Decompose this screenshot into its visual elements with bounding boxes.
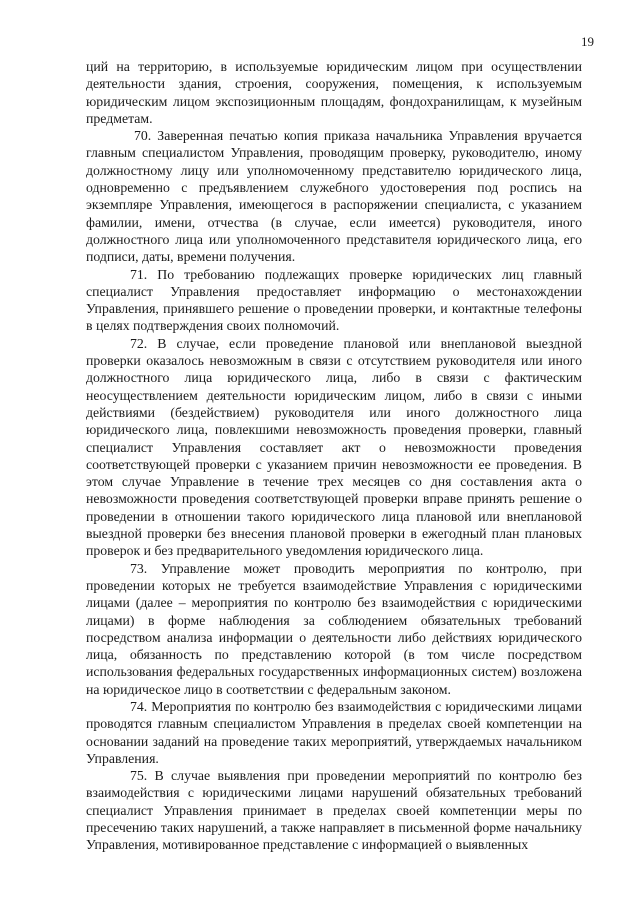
paragraph-item-74: 74. Мероприятия по контролю без взаимодействия с юридическими лицами проводятся главным специалистом Управления в пределах своей компетенции на основании заданий на проведение таких мероприятий, утверждаемых начальником Управления. bbox=[86, 698, 582, 766]
document-body bbox=[86, 58, 582, 854]
paragraph-item-73: 73. Управление может проводить мероприятия по контролю, при проведении которых не требуется взаимодействие Управления с юридическими лицами (далее – мероприятия по контролю без взаимодействия с юридическими лицами) в форме наблюдения за соблюдением обязательных требований посредством анализа информации о деятельности либо действиях юридического лица, обязанность по представлению которой (в том числе посредством использования федеральных государственных информационных систем) возложена на юридическое лицо в соответствии с федеральным законом. bbox=[86, 560, 582, 697]
paragraph-item-70: 70. Заверенная печатью копия приказа начальника Управления вручается главным специалистом Управления, проводящим проверку, руководителю, иному должностному лицу или уполномоченному представителю юридического лица, одновременно с предъявлением служебного удостоверения под роспись на экземпляре Управления, имеющегося в распоряжении специалиста, с указанием фамилии, имени, отчества (в случае, если имеется) руководителя, иного должностного лица или уполномоченного представителя юридического лица, его подписи, даты, времени получения. bbox=[86, 128, 582, 265]
page-number: 19 bbox=[581, 34, 594, 49]
paragraph-continuation: ций на территорию, в используемые юридическим лицом при осуществлении деятельности здания, строения, сооружения, помещения, к используемым юридическим лицом экспозиционным площадям, фондохранилищам, к музейным предметам. bbox=[86, 59, 582, 126]
paragraph-item-72: 72. В случае, если проведение плановой или внеплановой выездной проверки оказалось невозможным в связи с отсутствием руководителя или иного должностного лица юридического лица, либо в связи с фактическим неосуществлением деятельности юридическим лицом, либо в связи с иными действиями (бездействием) руководителя или иного должностного лица юридического лица, повлекшими невозможность проведения проверки, главный специалист Управления составляет акт о невозможности проведения соответствующей проверки с указанием причин невозможности ее проведения. В этом случае Управление в течение трех месяцев со дня составления акта о невозможности проведения соответствующей проверки вправе принять решение о проведении в отношении такого юридического лица плановой или внеплановой выездной проверки без внесения плановой проверки в ежегодный план плановых проверок и без предварительного уведомления юридического лица. bbox=[86, 335, 582, 559]
paragraph-item-75: 75. В случае выявления при проведении мероприятий по контролю без взаимодействия с юридическими лицами нарушений обязательных требований специалист Управления принимает в пределах своей компетенции меры по пресечению таких нарушений, а также направляет в письменной форме начальнику Управления, мотивированное представление с информацией о выявленных bbox=[86, 768, 582, 853]
paragraph-item-71: 71. По требованию подлежащих проверке юридических лиц главный специалист Управления предоставляет информацию о местонахождении Управления, принявшего решение о проведении проверки, и контактные телефоны в целях подтверждения своих полномочий. bbox=[86, 266, 582, 334]
